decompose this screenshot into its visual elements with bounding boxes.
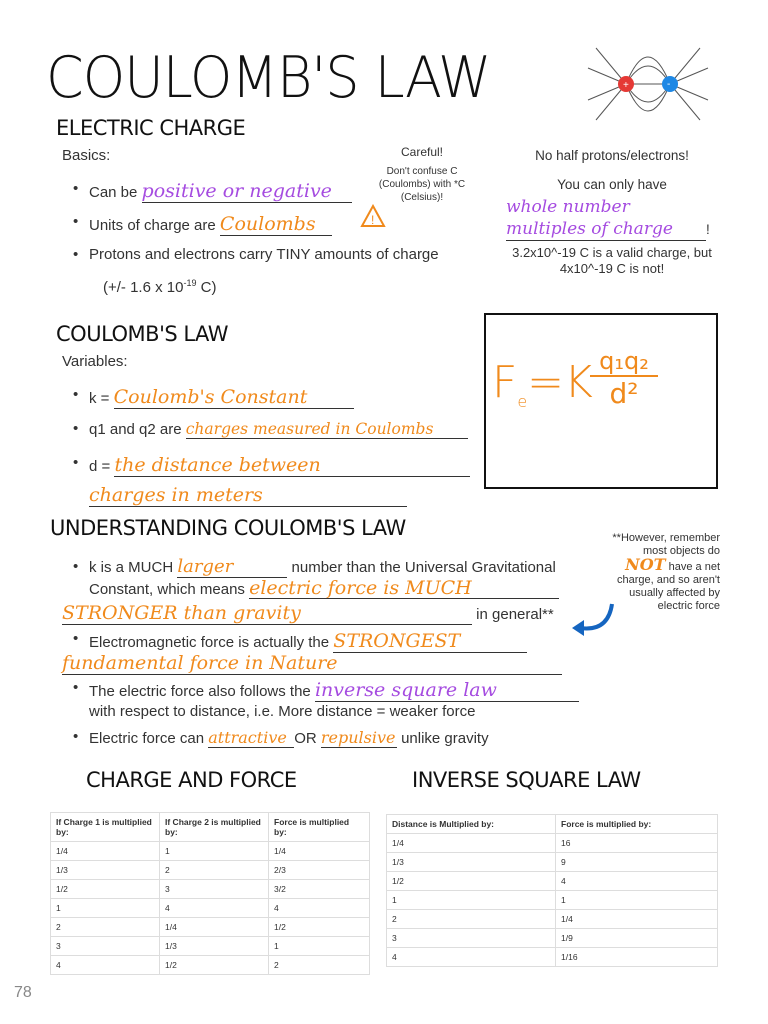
table-row: 3 1/9	[387, 929, 718, 948]
fill-electric-force: electric force is MUCH	[249, 578, 559, 599]
basics-item-3: • Protons and electrons carry TINY amounts of charge	[89, 246, 439, 263]
fill-coulombs-constant: Coulomb's Constant	[114, 386, 354, 409]
fill-attractive: attractive	[208, 728, 294, 748]
fill-charges-meters: charges in meters	[89, 484, 407, 507]
charge-value: (+/- 1.6 x $10^{-19}$ C)	[103, 278, 217, 296]
table-row: 1/3 9	[387, 853, 718, 872]
understanding-item-1-continued: STRONGER than gravity in general**	[62, 602, 554, 624]
table-row: 4 1/16	[387, 948, 718, 967]
variables-label: Variables:	[62, 353, 128, 370]
understanding-item-1: • k is a MUCH larger number than the Universal Gravitational Constant, which means electric force is MUCH	[89, 557, 597, 600]
understanding-item-3-continued: with respect to distance, i.e. More distance = weaker force	[89, 703, 476, 720]
variable-q: • q1 and q2 are charges measured in Coulombs	[89, 420, 468, 439]
fill-distance: the distance between	[114, 454, 470, 477]
page-number: 78	[14, 984, 32, 1001]
table-row: 3 1/3 1	[51, 937, 370, 956]
formula-box	[484, 313, 718, 489]
section-coulombs-law: COULOMB'S LAW	[56, 322, 229, 346]
variable-k: • k = Coulomb's Constant	[89, 386, 354, 409]
formula-fraction: q₁q₂ d²	[590, 347, 658, 410]
table-row: 1/3 2 2/3	[51, 861, 370, 880]
understanding-item-3: • The electric force also follows the inverse square law	[89, 679, 579, 702]
svg-text:-: -	[667, 79, 671, 90]
whole-charge-note: No half protons/electrons! You can only have whole number multiples of charge ! 3.2x10^-19 C is a valid charge, but 4x10^-19 C is not!	[506, 148, 712, 276]
fill-not: NOT	[625, 555, 666, 574]
fill-stronger-gravity: STRONGER than gravity	[62, 602, 472, 625]
understanding-item-4: • Electric force can attractive OR repulsive unlike gravity	[89, 728, 489, 748]
fill-larger: larger	[177, 557, 287, 578]
fill-strongest: STRONGEST	[333, 630, 527, 653]
table-row: 1/2 4	[387, 872, 718, 891]
table-row: 2 1/4	[387, 910, 718, 929]
fill-inverse-square: inverse square law	[315, 679, 579, 702]
fill-whole-number: whole number multiples of charge	[506, 196, 706, 241]
understanding-item-2-continued	[62, 652, 562, 675]
table-row: 1/4 16	[387, 834, 718, 853]
basics-label: Basics:	[62, 147, 111, 164]
charge-force-table: If Charge 1 is multiplied by: If Charge 2 is multiplied by: Force is multiplied by: 1/4 1 1/4 1/3 2 2/3 1/2 3 3/2 1 4 4 2 1/4 1/2 3 1/3 1 4 1/2 2	[50, 812, 370, 975]
fill-positive-negative: positive or negative	[142, 180, 352, 203]
fill-charges-measured: charges measured in Coulombs	[186, 420, 468, 439]
section-charge-force: CHARGE AND FORCE	[86, 768, 297, 792]
basics-item-2: • Units of charge are Coulombs	[89, 213, 332, 236]
basics-item-1: • Can be positive or negative	[89, 180, 352, 203]
table-row: 1/2 3 3/2	[51, 880, 370, 899]
understanding-item-2: • Electromagnetic force is actually the STRONGEST	[89, 630, 527, 653]
table-row: 4 1/2 2	[51, 956, 370, 975]
fill-fundamental-force: fundamental force in Nature	[62, 652, 562, 675]
table-row: 1/4 1 1/4	[51, 842, 370, 861]
table-row: 2 1/4 1/2	[51, 918, 370, 937]
table-row: 1 1	[387, 891, 718, 910]
section-electric-charge: ELECTRIC CHARGE	[56, 116, 246, 140]
table-row: 1 4 4	[51, 899, 370, 918]
page-title: COULOMB'S LAW	[46, 44, 491, 111]
warning-icon	[360, 204, 386, 228]
svg-text:!: !	[371, 213, 375, 227]
section-inverse-square: INVERSE SQUARE LAW	[412, 768, 641, 792]
however-note: **However, remember most objects do NOT have a net charge, and so aren't usually affected by electric force	[612, 532, 720, 612]
curved-arrow-icon	[568, 598, 618, 640]
coulomb-formula: $F_e=K$	[492, 357, 593, 411]
careful-note: Careful! Don't confuse C (Coulombs) with *C (Celsius)!	[378, 145, 466, 203]
section-understanding: UNDERSTANDING COULOMB'S LAW	[50, 516, 406, 540]
fill-repulsive: repulsive	[320, 728, 396, 747]
electric-field-diagram	[582, 38, 714, 130]
fill-coulombs: Coulombs	[220, 213, 332, 236]
variable-d-continued	[89, 484, 407, 507]
inverse-square-table: Distance is Multiplied by: Force is multiplied by: 1/4 16 1/3 9 1/2 4 1 1 2 1/4 3 1/9 4 1/16	[386, 814, 718, 967]
svg-text:+: +	[623, 80, 629, 91]
variable-d: • d = the distance between	[89, 454, 470, 477]
